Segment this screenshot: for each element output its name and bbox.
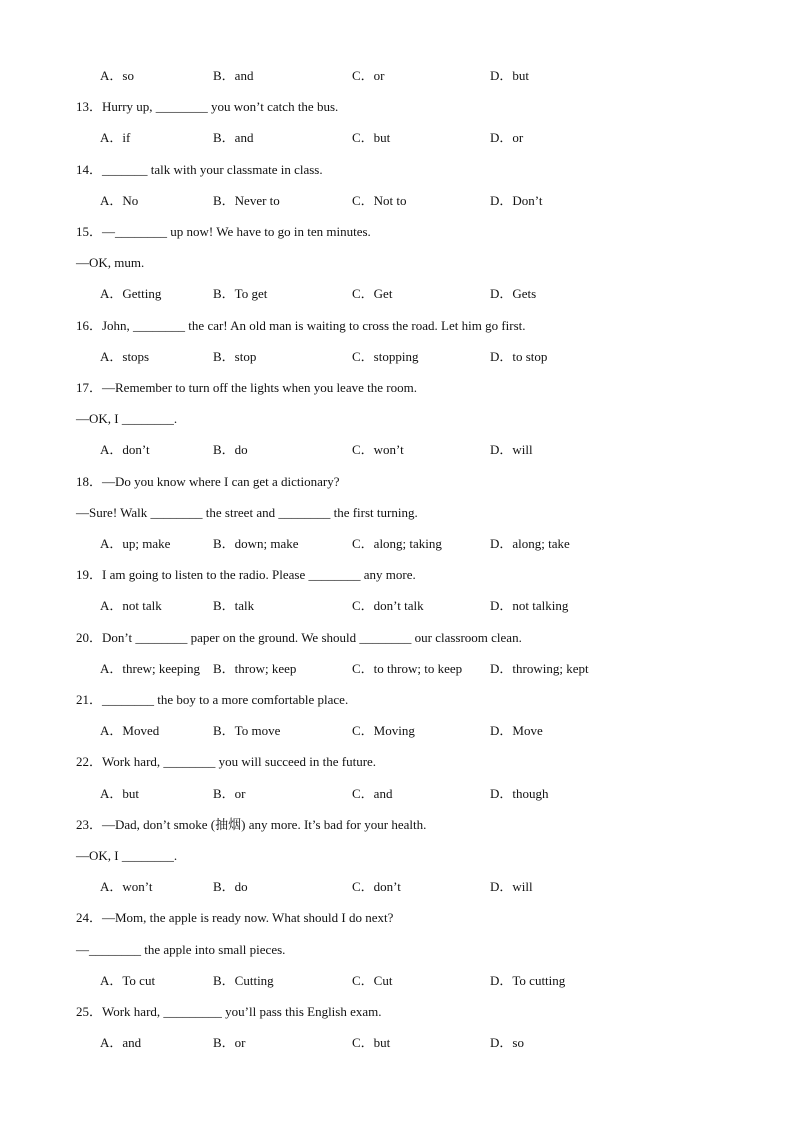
- option-c: C．don’t talk: [352, 598, 424, 613]
- question-line: 19．I am going to listen to the radio. Please ________ any more.: [76, 567, 416, 582]
- option-d: D．To cutting: [490, 973, 566, 988]
- option-c: C．but: [352, 1035, 391, 1050]
- option-b: B．talk: [213, 598, 255, 613]
- question-line: 15．—________ up now! We have to go in ten minutes.: [76, 224, 371, 239]
- option-c: C．and: [352, 786, 393, 801]
- question-line: —OK, I ________.: [76, 848, 178, 863]
- option-c: C．along; taking: [352, 536, 442, 551]
- option-a: A．not talk: [100, 598, 162, 613]
- answer-options: [100, 286, 720, 302]
- question-line: 14．_______ talk with your classmate in class.: [76, 162, 323, 177]
- answer-options: [100, 786, 720, 802]
- question-line: 17．—Remember to turn off the lights when you leave the room.: [76, 380, 417, 395]
- question-line: 18．—Do you know where I can get a dictionary?: [76, 474, 340, 489]
- option-a: A．stops: [100, 349, 150, 364]
- option-c: C．Get: [352, 286, 393, 301]
- answer-options: [100, 598, 720, 614]
- option-d: D．Move: [490, 723, 543, 738]
- option-b: B．and: [213, 68, 254, 83]
- question-line: —OK, mum.: [76, 255, 145, 270]
- option-d: D．along; take: [490, 536, 570, 551]
- answer-options: [100, 130, 720, 146]
- option-a: A．and: [100, 1035, 142, 1050]
- option-d: D．though: [490, 786, 549, 801]
- answer-options: [100, 1035, 720, 1051]
- option-c: C．don’t: [352, 879, 401, 894]
- question-line: 16．John, ________ the car! An old man is waiting to cross the road. Let him go first.: [76, 318, 526, 333]
- option-b: B．To move: [213, 723, 281, 738]
- question-line: —________ the apple into small pieces.: [76, 942, 286, 957]
- option-c: C．or: [352, 68, 385, 83]
- answer-options: [100, 442, 720, 458]
- option-a: A．won’t: [100, 879, 153, 894]
- option-a: A．but: [100, 786, 140, 801]
- question-line: 22．Work hard, ________ you will succeed in the future.: [76, 754, 377, 769]
- question-line: 23．—Dad, don’t smoke (抽烟) any more. It’s bad for your health.: [76, 817, 427, 832]
- question-line: —OK, I ________.: [76, 411, 178, 426]
- option-d: D．so: [490, 1035, 524, 1050]
- option-b: B．do: [213, 879, 248, 894]
- question-line: 24．—Mom, the apple is ready now. What should I do next?: [76, 910, 394, 925]
- option-b: B．or: [213, 1035, 246, 1050]
- option-b: B．throw; keep: [213, 661, 297, 676]
- option-a: A．Moved: [100, 723, 160, 738]
- answer-options: [100, 723, 720, 739]
- option-b: B．do: [213, 442, 248, 457]
- answer-options: [100, 879, 720, 895]
- option-a: A．No: [100, 193, 139, 208]
- option-b: B．or: [213, 786, 246, 801]
- option-d: D．not talking: [490, 598, 569, 613]
- option-d: D．but: [490, 68, 530, 83]
- option-b: B．Never to: [213, 193, 280, 208]
- option-a: A．Getting: [100, 286, 162, 301]
- answer-options: [100, 661, 720, 677]
- option-c: C．Not to: [352, 193, 407, 208]
- option-c: C．Cut: [352, 973, 393, 988]
- answer-options: [100, 973, 720, 989]
- option-b: B．stop: [213, 349, 257, 364]
- option-d: D．will: [490, 879, 533, 894]
- option-a: A．don’t: [100, 442, 150, 457]
- option-b: B．To get: [213, 286, 268, 301]
- question-line: 25．Work hard, _________ you’ll pass this English exam.: [76, 1004, 382, 1019]
- option-b: B．Cutting: [213, 973, 274, 988]
- question-line: 21．________ the boy to a more comfortable place.: [76, 692, 349, 707]
- option-d: D．or: [490, 130, 524, 145]
- option-a: A．threw; keeping: [100, 661, 201, 676]
- answer-options: [100, 193, 720, 209]
- option-a: A．so: [100, 68, 134, 83]
- option-b: B．down; make: [213, 536, 299, 551]
- option-c: C．won’t: [352, 442, 404, 457]
- question-line: 20．Don’t ________ paper on the ground. We should ________ our classroom clean.: [76, 630, 522, 645]
- answer-options: [100, 68, 720, 84]
- option-a: A．up; make: [100, 536, 171, 551]
- option-c: C．to throw; to keep: [352, 661, 463, 676]
- option-c: C．Moving: [352, 723, 415, 738]
- option-d: D．will: [490, 442, 533, 457]
- option-d: D．Don’t: [490, 193, 543, 208]
- option-a: A．if: [100, 130, 131, 145]
- option-a: A．To cut: [100, 973, 156, 988]
- option-d: D．to stop: [490, 349, 548, 364]
- option-d: D．throwing; kept: [490, 661, 589, 676]
- option-c: C．but: [352, 130, 391, 145]
- question-line: —Sure! Walk ________ the street and ________ the first turning.: [76, 505, 418, 520]
- option-d: D．Gets: [490, 286, 537, 301]
- answer-options: [100, 349, 720, 365]
- question-line: 13．Hurry up, ________ you won’t catch the bus.: [76, 99, 339, 114]
- option-b: B．and: [213, 130, 254, 145]
- option-c: C．stopping: [352, 349, 419, 364]
- answer-options: [100, 536, 720, 552]
